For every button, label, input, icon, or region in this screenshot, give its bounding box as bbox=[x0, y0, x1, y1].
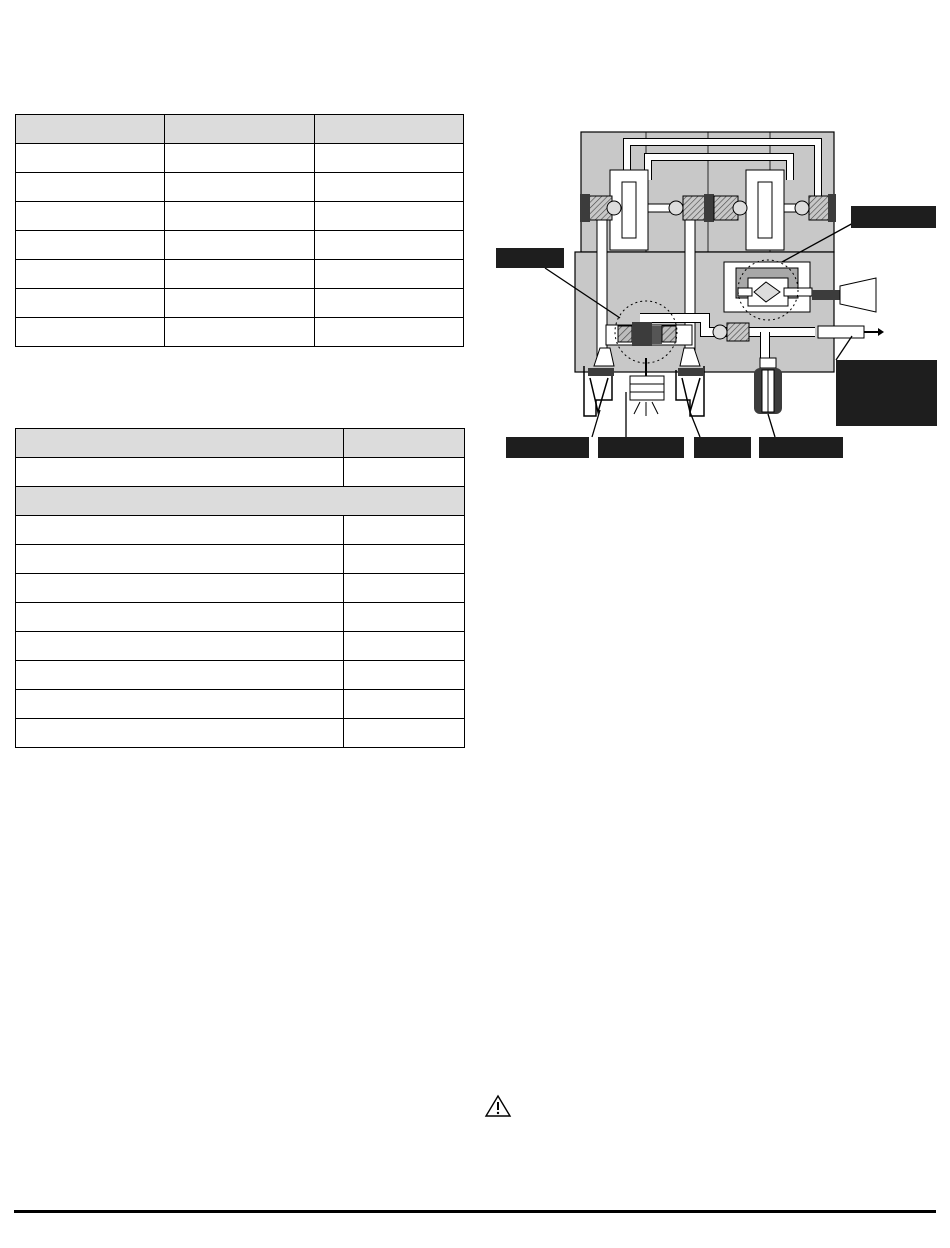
table-cell bbox=[315, 289, 464, 318]
table-cell bbox=[165, 260, 315, 289]
table-cell bbox=[16, 574, 344, 603]
table-row bbox=[16, 231, 464, 260]
table-cell bbox=[315, 231, 464, 260]
table-header-cell bbox=[165, 115, 315, 144]
table-cell bbox=[165, 318, 315, 347]
table-cell bbox=[344, 661, 465, 690]
table-row bbox=[16, 458, 465, 487]
table-cell bbox=[16, 545, 344, 574]
callout-box bbox=[851, 206, 936, 228]
table-row bbox=[16, 173, 464, 202]
table-cell bbox=[16, 458, 344, 487]
table-cell bbox=[16, 690, 344, 719]
table-row bbox=[16, 719, 465, 748]
table-cell bbox=[344, 719, 465, 748]
table-cell bbox=[315, 144, 464, 173]
table-cell bbox=[165, 202, 315, 231]
table-section-row bbox=[16, 487, 465, 516]
table-cell bbox=[344, 632, 465, 661]
table-cell bbox=[16, 173, 165, 202]
table-row bbox=[16, 516, 465, 545]
spec-table bbox=[15, 114, 464, 347]
table-cell bbox=[165, 289, 315, 318]
table-header-cell bbox=[16, 115, 165, 144]
table-header-cell bbox=[315, 115, 464, 144]
warning-note bbox=[484, 1094, 512, 1123]
table-row bbox=[16, 603, 465, 632]
callout-box bbox=[694, 437, 751, 458]
valve-schematic-diagram bbox=[495, 128, 940, 460]
table-cell bbox=[315, 318, 464, 347]
table-header-cell bbox=[16, 429, 344, 458]
table-cell bbox=[344, 516, 465, 545]
parts-table bbox=[15, 428, 465, 748]
table-cell bbox=[16, 719, 344, 748]
table-section-cell bbox=[16, 487, 465, 516]
table-cell bbox=[16, 516, 344, 545]
callout-box bbox=[496, 248, 564, 268]
callout-box bbox=[759, 437, 843, 458]
table-row bbox=[16, 260, 464, 289]
table-cell bbox=[16, 144, 165, 173]
table-cell bbox=[315, 260, 464, 289]
table-row bbox=[16, 661, 465, 690]
table-cell bbox=[165, 144, 315, 173]
table-header-row bbox=[16, 429, 465, 458]
callout-box bbox=[598, 437, 684, 458]
table-row bbox=[16, 144, 464, 173]
table-header-cell bbox=[344, 429, 465, 458]
table-cell bbox=[16, 202, 165, 231]
table-cell bbox=[16, 260, 165, 289]
table-cell bbox=[315, 202, 464, 231]
table-row bbox=[16, 202, 464, 231]
table-cell bbox=[344, 690, 465, 719]
table-cell bbox=[165, 173, 315, 202]
table-cell bbox=[16, 318, 165, 347]
table-header-row bbox=[16, 115, 464, 144]
table-cell bbox=[16, 632, 344, 661]
callout-box bbox=[836, 360, 937, 426]
callout-box bbox=[506, 437, 589, 458]
table-row bbox=[16, 545, 465, 574]
table-cell bbox=[315, 173, 464, 202]
silencer bbox=[840, 278, 876, 312]
table-cell bbox=[16, 289, 165, 318]
table-cell bbox=[344, 458, 465, 487]
table-cell bbox=[16, 661, 344, 690]
table-row bbox=[16, 690, 465, 719]
table-cell bbox=[344, 574, 465, 603]
table-cell bbox=[344, 603, 465, 632]
table-cell bbox=[344, 545, 465, 574]
footer-rule bbox=[14, 1210, 936, 1213]
warning-triangle-icon bbox=[484, 1094, 512, 1118]
table-row bbox=[16, 632, 465, 661]
table-row bbox=[16, 574, 465, 603]
table-row bbox=[16, 318, 464, 347]
table-cell bbox=[165, 231, 315, 260]
table-cell bbox=[16, 231, 165, 260]
outlet-port bbox=[818, 326, 884, 338]
table-cell bbox=[16, 603, 344, 632]
table-row bbox=[16, 289, 464, 318]
